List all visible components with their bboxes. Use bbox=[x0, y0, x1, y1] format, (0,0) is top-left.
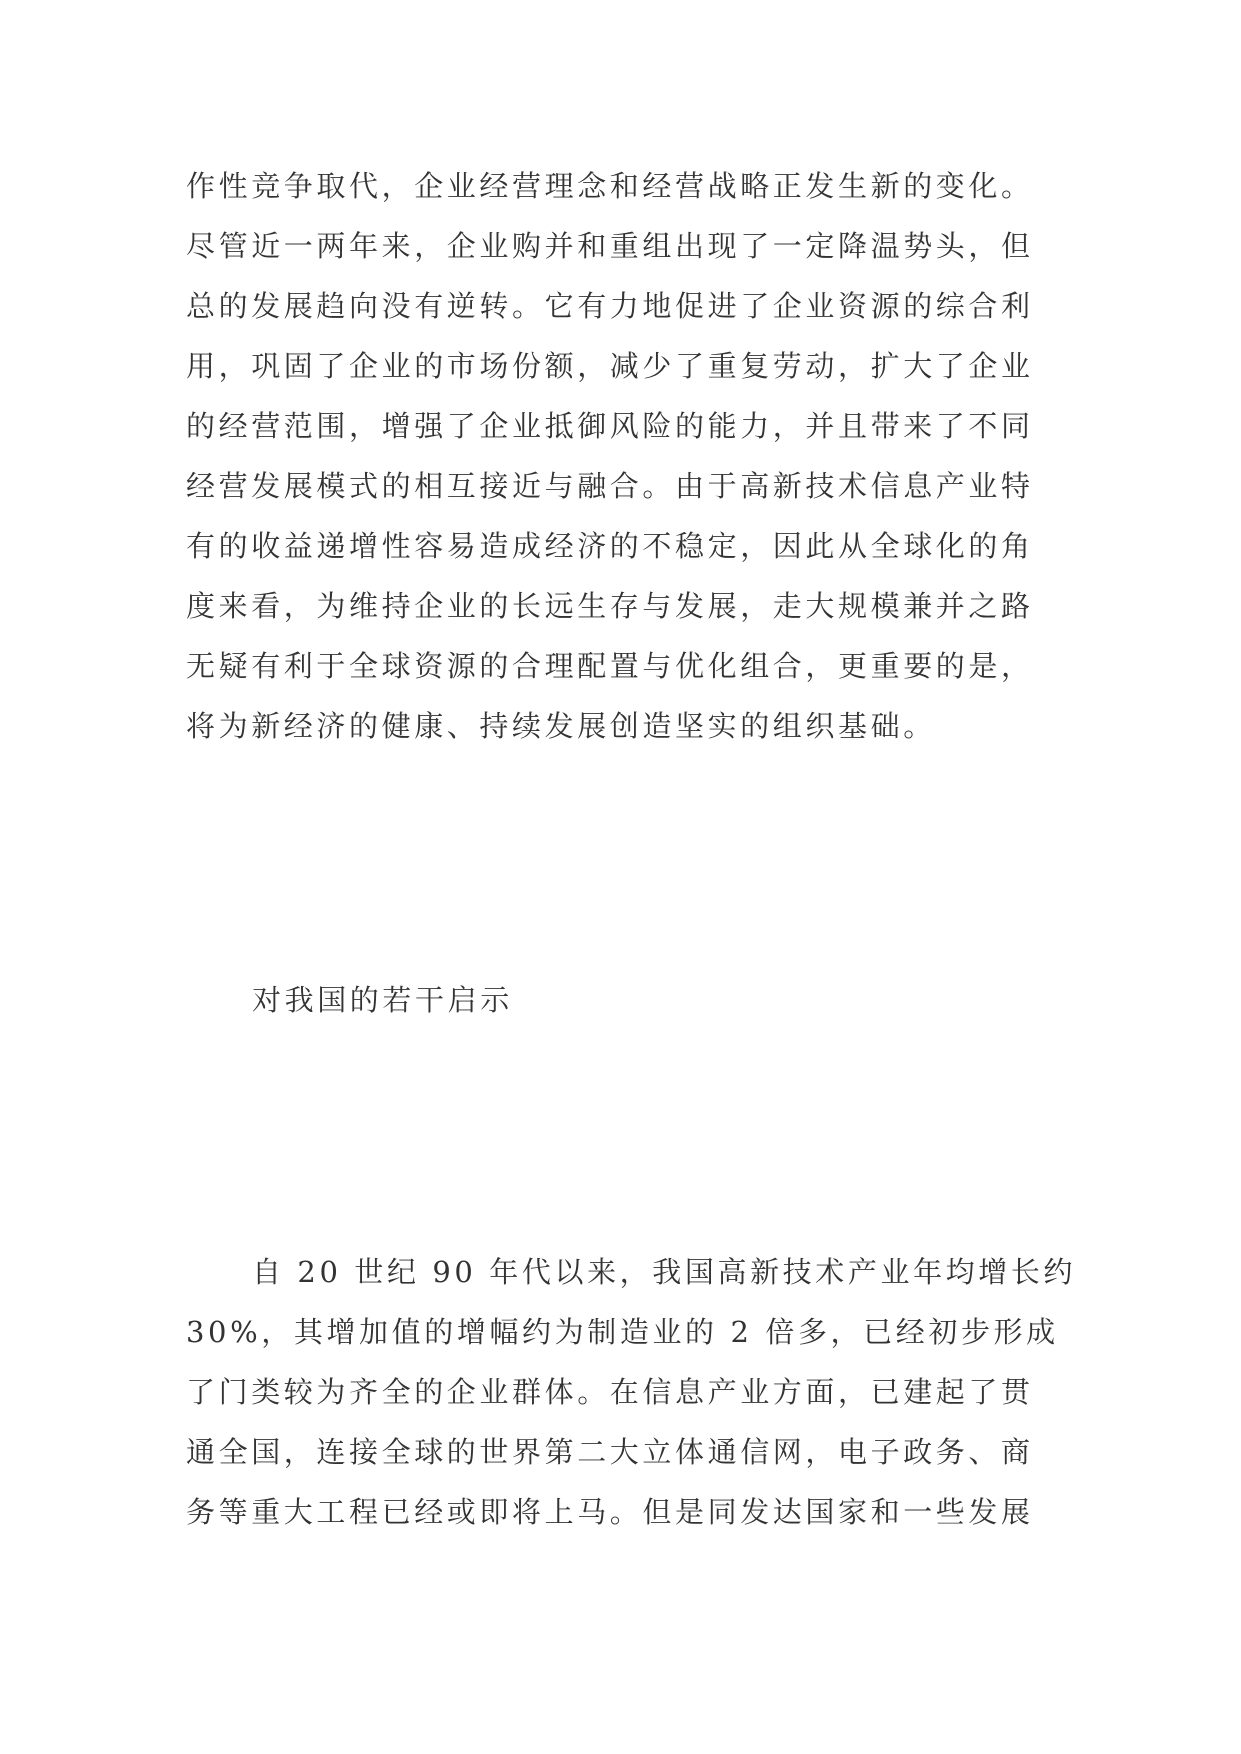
text-line: 务等重大工程已经或即将上马。但是同发达国家和一些发展 bbox=[186, 1495, 1034, 1529]
text-line: 经营发展模式的相互接近与融合。由于高新技术信息产业特 bbox=[186, 469, 1034, 503]
text-line: 用，巩固了企业的市场份额，减少了重复劳动，扩大了企业 bbox=[186, 349, 1034, 383]
text-line: 了门类较为齐全的企业群体。在信息产业方面，已建起了贯 bbox=[186, 1375, 1034, 1409]
text-line: 30%，其增加值的增幅约为制造业的 2 倍多，已经初步形成 bbox=[186, 1315, 1059, 1349]
section-heading-text: 对我国的若干启示 bbox=[252, 983, 513, 1017]
text-line: 度来看，为维持企业的长远生存与发展，走大规模兼并之路 bbox=[186, 589, 1034, 623]
text-line: 尽管近一两年来，企业购并和重组出现了一定降温势头，但 bbox=[186, 229, 1034, 263]
text-line: 有的收益递增性容易造成经济的不稳定，因此从全球化的角 bbox=[186, 529, 1034, 563]
paragraph-china-hightech bbox=[186, 1242, 1077, 1542]
text-line: 无疑有利于全球资源的合理配置与优化组合，更重要的是， bbox=[186, 649, 1034, 683]
paragraph-corporate-mergers bbox=[186, 156, 1066, 756]
text-line: 将为新经济的健康、持续发展创造坚实的组织基础。 bbox=[186, 709, 936, 743]
text-line: 的经营范围，增强了企业抵御风险的能力，并且带来了不同 bbox=[186, 409, 1034, 443]
text-line: 自 20 世纪 90 年代以来，我国高新技术产业年均增长约 bbox=[252, 1255, 1077, 1289]
text-line: 通全国，连接全球的世界第二大立体通信网，电子政务、商 bbox=[186, 1435, 1034, 1469]
text-line: 作性竞争取代，企业经营理念和经营战略正发生新的变化。 bbox=[186, 169, 1034, 203]
text-line: 总的发展趋向没有逆转。它有力地促进了企业资源的综合利 bbox=[186, 289, 1034, 323]
section-heading bbox=[186, 970, 1066, 1030]
